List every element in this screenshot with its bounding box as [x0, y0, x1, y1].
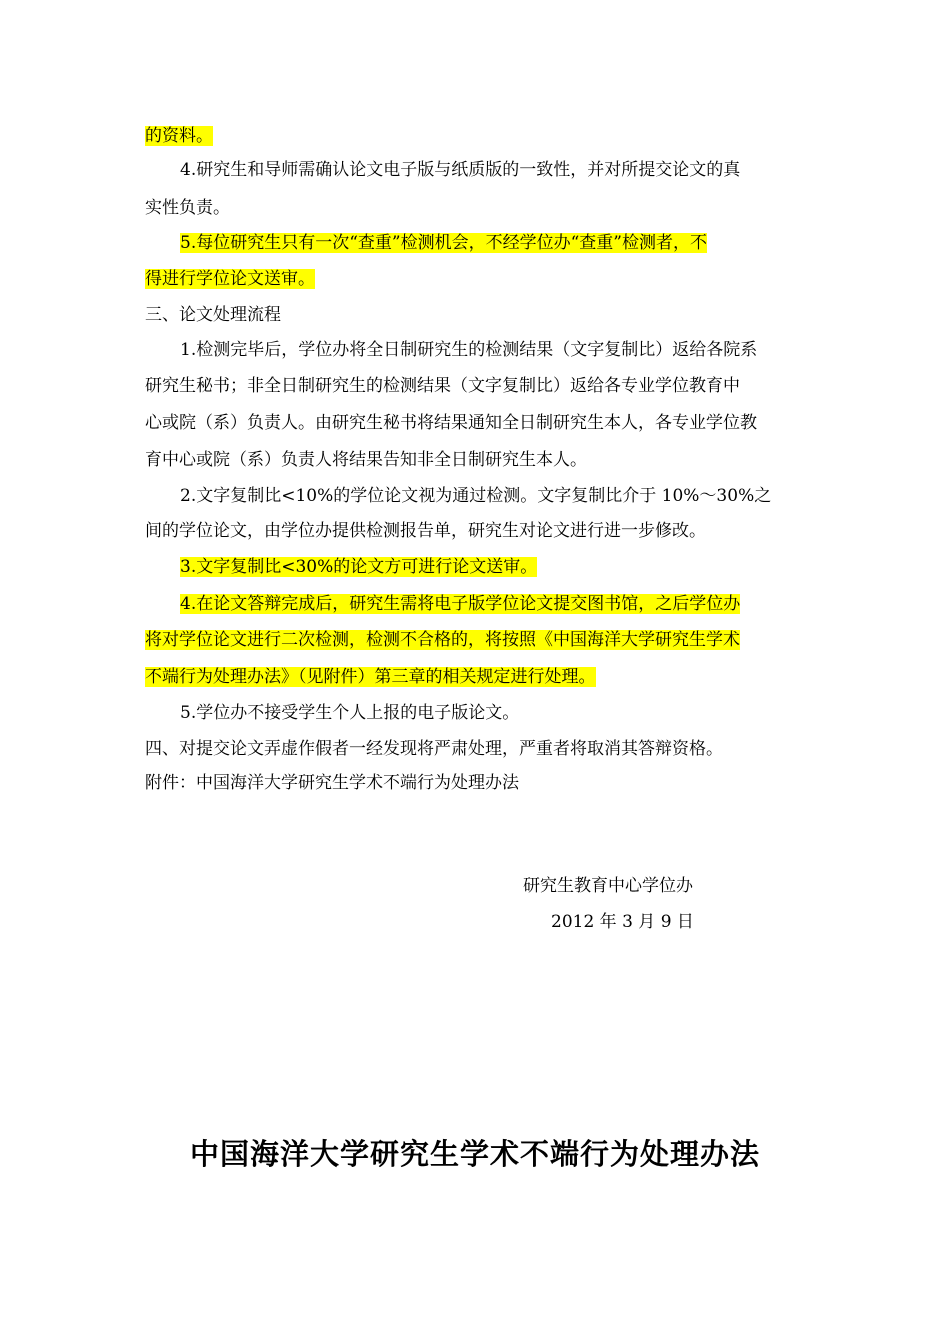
section-heading [145, 301, 810, 329]
paragraph-line [145, 663, 810, 691]
attachment-title: 中国海洋大学研究生学术不端行为处理办法 [189, 1137, 760, 1171]
paragraph-line [180, 482, 810, 510]
line-text: 实性负责。 [145, 198, 230, 218]
highlighted-text: 将对学位论文进行二次检测，检测不合格的，将按照《中国海洋大学研究生学术 [145, 630, 740, 650]
line-text: 研究生秘书；非全日制研究生的检测结果（文字复制比）返给各专业学位教育中 [145, 376, 740, 396]
attachment-note [145, 769, 810, 797]
paragraph-line [145, 517, 810, 545]
line-text: 四、对提交论文弄虚作假者一经发现将严肃处理，严重者将取消其答辩资格。 [145, 739, 723, 759]
line-text: 心或院（系）负责人。由研究生秘书将结果通知全日制研究生本人，各专业学位教 [145, 413, 757, 433]
paragraph-line [145, 194, 810, 222]
paragraph-line [145, 446, 810, 474]
paragraph-line [145, 265, 810, 293]
paragraph-line [145, 372, 810, 400]
highlighted-text: 3.文字复制比<30%的论文方可进行论文送审。 [180, 557, 538, 577]
paragraph-line [145, 626, 810, 654]
signature-office: 研究生教育中心学位办 [523, 876, 693, 896]
highlighted-text: 不端行为处理办法》（见附件）第三章的相关规定进行处理。 [145, 667, 596, 687]
signature-date: 2012 年 3 月 9 日 [551, 912, 694, 932]
paragraph-line [145, 122, 810, 150]
highlighted-text: 得进行学位论文送审。 [145, 269, 315, 289]
line-text: 1.检测完毕后，学位办将全日制研究生的检测结果（文字复制比）返给各院系 [180, 340, 758, 360]
line-text: 2.文字复制比<10%的学位论文视为通过检测。文字复制比介于 10%～30%之 [180, 486, 772, 506]
line-text: 4.研究生和导师需确认论文电子版与纸质版的一致性，并对所提交论文的真 [180, 160, 741, 180]
highlighted-text: 的资料。 [145, 126, 213, 146]
paragraph-line [180, 699, 810, 727]
paragraph-line [180, 156, 810, 184]
paragraph-line [145, 409, 810, 437]
line-text: 5.学位办不接受学生个人上报的电子版论文。 [180, 703, 520, 723]
line-text: 三、论文处理流程 [145, 305, 281, 325]
highlighted-text: 4.在论文答辩完成后，研究生需将电子版学位论文提交图书馆，之后学位办 [180, 594, 741, 614]
paragraph-line [180, 229, 810, 257]
paragraph-line [180, 336, 810, 364]
paragraph-line [180, 590, 810, 618]
section-heading [145, 735, 810, 763]
line-text: 间的学位论文，由学位办提供检测报告单，研究生对论文进行进一步修改。 [145, 521, 706, 541]
line-text: 育中心或院（系）负责人将结果告知非全日制研究生本人。 [145, 450, 587, 470]
line-text: 附件：中国海洋大学研究生学术不端行为处理办法 [145, 773, 519, 793]
paragraph-line [180, 553, 810, 581]
highlighted-text: 5.每位研究生只有一次“查重”检测机会，不经学位办“查重”检测者，不 [180, 233, 707, 253]
